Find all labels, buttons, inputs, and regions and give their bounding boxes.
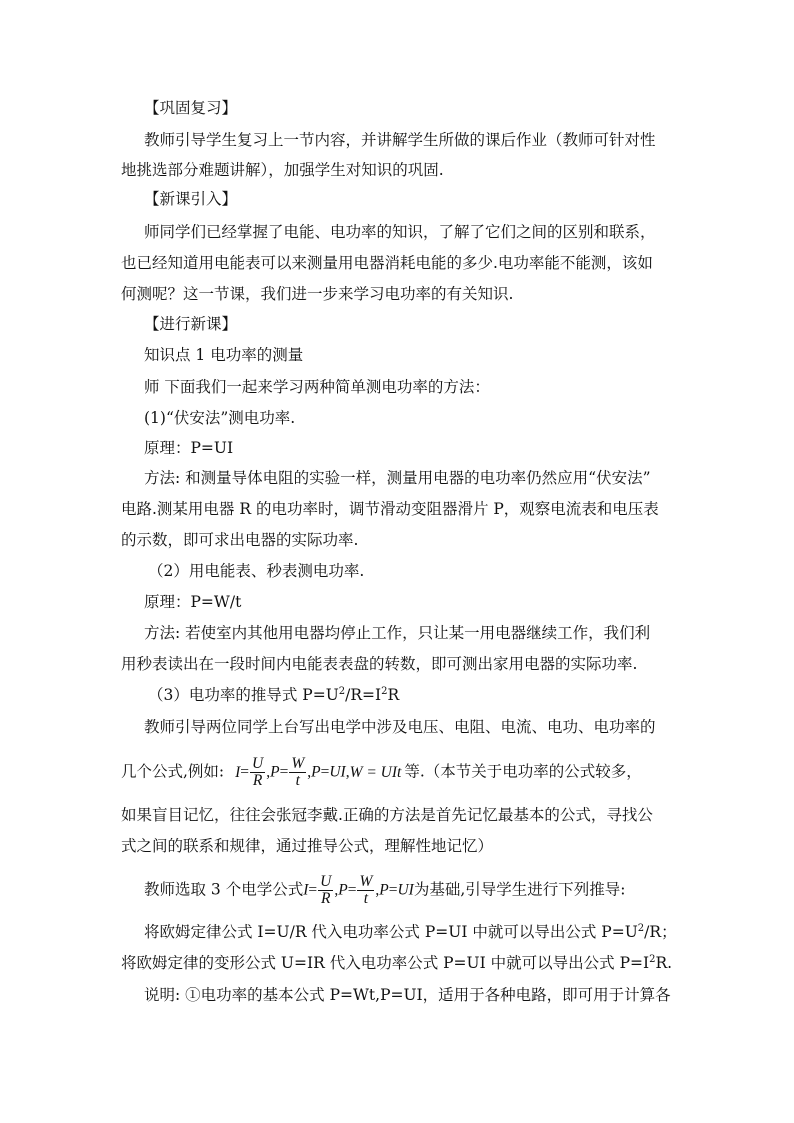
method-title: （2）用电能表、秒表测电功率. (148, 562, 365, 580)
paragraph-line: 师 下面我们一起来学习两种简单测电功率的方法： (144, 378, 490, 396)
paragraph-line: 何测呢？这一节课，我们进一步来学习电功率的有关知识. (121, 285, 514, 303)
derivation-line: 将欧姆定律的变形公式 U=IR 代入电功率公式 P=UI 中就可以导出公式 $P=I^2R$. (121, 953, 673, 972)
paragraph-line: 方法: 和测量导体电阻的实验一样，测量用电器的电功率仍然应用“伏安法” (144, 469, 651, 487)
principle-line: 原理：P=W/t (144, 593, 242, 611)
paragraph-line: 电路.测某用电器 R 的电功率时，调节滑动变阻器滑片 P，观察电流表和电压表 (121, 500, 659, 518)
heading-review: 【巩固复习】 (144, 99, 238, 117)
formula-line: 几个公式,例如: I= $\frac{U}{R}$ ,P= $\frac{W}{t}$ ,P=UI,W = UIt 等.（本节关于电功率的公式较多， (121, 755, 642, 789)
principle-line: 原理：P=UI (144, 439, 234, 457)
heading-intro: 【新课引入】 (144, 190, 238, 208)
derivation-line: 将欧姆定律公式 I=U/R 代入电功率公式 P=UI 中就可以导出公式 $P=U^2/R$； (144, 922, 677, 941)
paragraph-line: 教师引导两位同学上台写出电学中涉及电压、电阻、电流、电功、电功率的 (144, 718, 656, 736)
paragraph-line: 的示数，即可求出电器的实际功率. (121, 531, 359, 549)
method-title: (1)“伏安法”测电功率. (144, 409, 296, 427)
note-line: 说明: ①电功率的基本公式 P=Wt,P=UI，适用于各种电路，即可用于计算各 (144, 986, 671, 1004)
method-title: （3）电功率的推导式 $P=U^2/R=I^2R$ (148, 685, 400, 704)
paragraph-line: 式之间的联系和规律，通过推导公式，理解性地记忆） (121, 837, 494, 855)
paragraph-line: 师同学们已经掌握了电能、电功率的知识，了解了它们之间的区别和联系， (144, 223, 656, 241)
paragraph-line: 如果盲目记忆，往往会张冠李戴.正确的方法是首先记忆最基本的公式，寻找公 (121, 806, 653, 824)
paragraph-line: 方法: 若使室内其他用电器均停止工作，只让某一用电器继续工作，我们利 (144, 624, 651, 642)
knowledge-point-title: 知识点 1 电功率的测量 (144, 346, 304, 364)
formula-line: 教师选取 3 个电学公式I= $\frac{U}{R}$ ,P= $\frac{W}{t}$ ,P=UI为基础,引导学生进行下列推导: (144, 873, 626, 907)
paragraph-line: 地挑选部分难题讲解），加强学生对知识的巩固. (121, 161, 444, 179)
paragraph-line: 也已经知道用电能表可以来测量用电器消耗电能的多少.电功率能不能测，该如 (121, 254, 653, 272)
paragraph-line: 用秒表读出在一段时间内电能表表盘的转数，即可测出家用电器的实际功率. (121, 655, 638, 673)
paragraph-line: 教师引导学生复习上一节内容，并讲解学生所做的课后作业（教师可针对性 (144, 131, 656, 149)
heading-new-lesson: 【进行新课】 (144, 315, 238, 333)
